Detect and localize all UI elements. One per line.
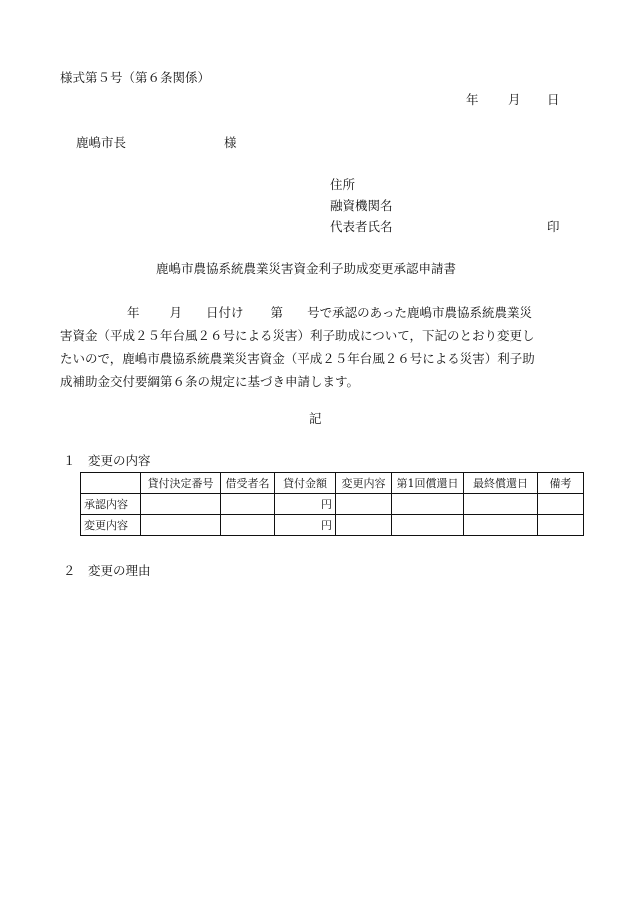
- table-cell: [392, 515, 464, 536]
- table-cell: [221, 494, 275, 515]
- table-cell: [221, 515, 275, 536]
- body-year: 年: [127, 305, 140, 320]
- section-1-title: 変更の内容: [88, 453, 151, 468]
- body-paragraph: [60, 301, 585, 393]
- table-cell: [464, 494, 538, 515]
- body-line-3: たいので，鹿嶋市農協系統農業災害資金（平成２５年台風２６号による災害）利子助: [60, 351, 535, 366]
- form-number: 様式第５号（第６条関係）: [60, 70, 211, 85]
- date-day: 日: [547, 92, 560, 107]
- header-loan-decision-number: 貸付決定番号: [141, 473, 221, 494]
- section-1-number: １: [63, 453, 76, 468]
- addressee-honorific: 様: [224, 135, 237, 150]
- header-borrower-name: 借受者名: [221, 473, 275, 494]
- section-2-title: 変更の理由: [88, 563, 151, 578]
- row-label-changed: 変更内容: [81, 515, 141, 536]
- body-line-1-rest: 号で承認のあった鹿嶋市農協系統農業災: [307, 305, 532, 320]
- body-day: 日付け: [206, 305, 244, 320]
- header-change-content: 変更内容: [336, 473, 392, 494]
- header-first-repayment-date: 第1回償還日: [392, 473, 464, 494]
- header-remarks: 備考: [538, 473, 584, 494]
- header-loan-amount: 貸付金額: [275, 473, 336, 494]
- table-row: [81, 515, 584, 536]
- row-label-approved: 承認内容: [81, 494, 141, 515]
- body-line-1: [60, 301, 585, 324]
- seal-mark: 印: [547, 219, 560, 234]
- table-cell: [141, 494, 221, 515]
- table-cell: [538, 515, 584, 536]
- addressee-name: 鹿嶋市長: [76, 135, 127, 150]
- change-details-table: [80, 472, 584, 536]
- table-cell: [141, 515, 221, 536]
- header-cell-blank: [81, 473, 141, 494]
- table-cell-yen: 円: [275, 515, 336, 536]
- table-cell: [336, 494, 392, 515]
- section-2-number: ２: [63, 563, 76, 578]
- date-month: 月: [508, 92, 521, 107]
- table-cell: [336, 515, 392, 536]
- header-final-repayment-date: 最終償還日: [464, 473, 538, 494]
- body-number-prefix: 第: [270, 305, 284, 320]
- table-cell-yen: 円: [275, 494, 336, 515]
- body-month: 月: [169, 305, 183, 320]
- applicant-representative-label: 代表者氏名: [330, 219, 393, 234]
- table-cell: [538, 494, 584, 515]
- table-header-row: [81, 473, 584, 494]
- table-cell: [392, 494, 464, 515]
- document-title: 鹿嶋市農協系統農業災害資金利子助成変更承認申請書: [156, 261, 457, 276]
- body-line-2: 害資金（平成２５年台風２６号による災害）利子助成について，下記のとおり変更し: [60, 328, 535, 343]
- table-row: [81, 494, 584, 515]
- applicant-address-label: 住所: [330, 177, 356, 192]
- ki-heading: 記: [309, 411, 322, 426]
- table-cell: [464, 515, 538, 536]
- date-year: 年: [466, 92, 479, 107]
- applicant-institution-label: 融資機関名: [330, 198, 393, 213]
- body-line-4: 成補助金交付要綱第６条の規定に基づき申請します。: [60, 374, 360, 389]
